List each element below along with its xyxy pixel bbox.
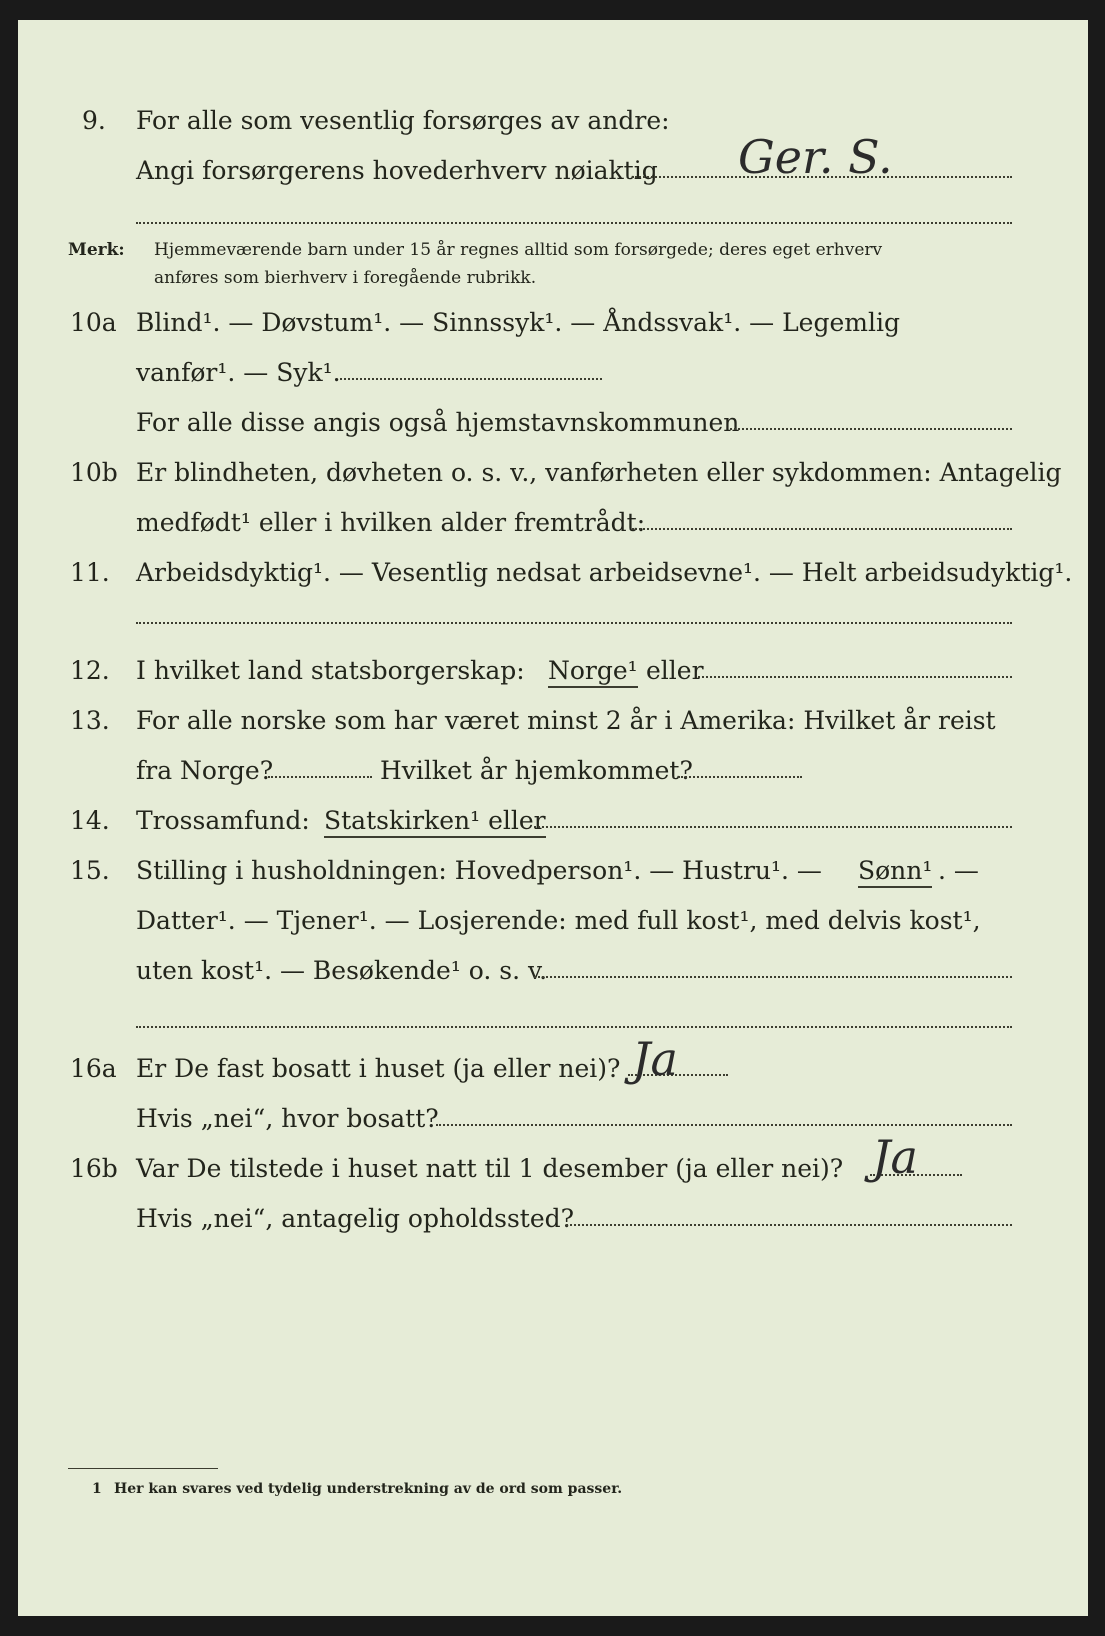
q10a-line2: vanfør¹. — Syk¹.: [136, 358, 341, 387]
q13-line2b: Hvilket år hjemkommet?: [380, 756, 693, 785]
merk-label: Merk:: [68, 240, 125, 260]
q15-sonn-underlined: Sønn¹: [858, 856, 932, 888]
q16a-line1: Er De fast bosatt i huset (ja eller nei)?: [136, 1054, 621, 1083]
q10b-line1: Er blindheten, døvheten o. s. v., vanførheten eller sykdommen: Antagelig: [136, 458, 1062, 487]
q10a-syk-line: [340, 378, 602, 380]
q9-line2: Angi forsørgerens hovederhverv nøiaktig: [136, 156, 658, 185]
merk-line1: Hjemmeværende barn under 15 år regnes alltid som forsørgede; deres eget erhverv: [154, 240, 883, 260]
q10a-number: 10a: [70, 308, 117, 337]
footnote-rule: [68, 1468, 218, 1469]
q13-line1: For alle norske som har været minst 2 år i Amerika: Hvilket år reist: [136, 706, 996, 735]
q16b-number: 16b: [70, 1154, 118, 1183]
q14-statskirken-underlined: Statskirken¹ eller: [324, 806, 546, 838]
q10a-line1: Blind¹. — Døvstum¹. — Sinnssyk¹. — Åndssvak¹. — Legemlig: [136, 308, 900, 337]
q15-line1b: . —: [938, 856, 979, 885]
q11-line1: Arbeidsdyktig¹. — Vesentlig nedsat arbeidsevne¹. — Helt arbeidsudyktig¹.: [136, 558, 1073, 587]
q12-answer-line: [698, 676, 1012, 678]
census-form-page: [18, 20, 1088, 1616]
q16b-line1: Var De tilstede i huset natt til 1 desember (ja eller nei)?: [136, 1154, 844, 1183]
q10a-hjemstavn-line: [730, 428, 1012, 430]
q16a-handwritten-answer: Ja: [632, 1032, 678, 1086]
q13-line2a: fra Norge?: [136, 756, 274, 785]
q11-answer-line: [136, 622, 1012, 624]
q15-line2: Datter¹. — Tjener¹. — Losjerende: med full kost¹, med delvis kost¹,: [136, 906, 981, 935]
q16b-handwritten-answer: Ja: [872, 1130, 918, 1184]
q16b-opholdssted-line: [566, 1224, 1012, 1226]
q12-suffix: eller: [646, 656, 704, 685]
merk-line2: anføres som bierhverv i foregående rubrikk.: [154, 268, 537, 288]
q12-norge-underlined: Norge¹: [548, 656, 638, 688]
q9-line1: For alle som vesentlig forsørges av andre:: [136, 106, 670, 135]
q13-hjemkommet-line: [678, 776, 802, 778]
q15-answer-line: [534, 976, 1012, 978]
q11-number: 11.: [70, 558, 110, 587]
q13-reist-line: [268, 776, 372, 778]
q13-number: 13.: [70, 706, 110, 735]
q14-prefix: Trossamfund:: [136, 806, 310, 835]
q14-number: 14.: [70, 806, 110, 835]
q10a-line3: For alle disse angis også hjemstavnskommunen: [136, 408, 740, 437]
q10b-line2: medfødt¹ eller i hvilken alder fremtrådt:: [136, 508, 646, 537]
q15-line3: uten kost¹. — Besøkende¹ o. s. v.: [136, 956, 548, 985]
q16b-line2: Hvis „nei“, antagelig opholdssted?: [136, 1204, 575, 1233]
q12-number: 12.: [70, 656, 110, 685]
q16a-number: 16a: [70, 1054, 117, 1083]
footnote-text: Her kan svares ved tydelig understrekning av de ord som passer.: [114, 1481, 623, 1497]
q9-handwritten-answer: Ger. S.: [738, 130, 893, 184]
q9-extra-line: [136, 222, 1012, 224]
q15-line1a: Stilling i husholdningen: Hovedperson¹. — Hustru¹. —: [136, 856, 822, 885]
footnote-mark: 1: [92, 1481, 102, 1497]
q16a-line2: Hvis „nei“, hvor bosatt?: [136, 1104, 439, 1133]
q12-prefix: I hvilket land statsborgerskap:: [136, 656, 525, 685]
q15-number: 15.: [70, 856, 110, 885]
q14-answer-line: [534, 826, 1012, 828]
q10b-answer-line: [632, 528, 1012, 530]
q10b-number: 10b: [70, 458, 118, 487]
q16a-bosatt-line: [436, 1124, 1012, 1126]
q9-number: 9.: [82, 106, 106, 135]
q15-extra-line: [136, 1026, 1012, 1028]
